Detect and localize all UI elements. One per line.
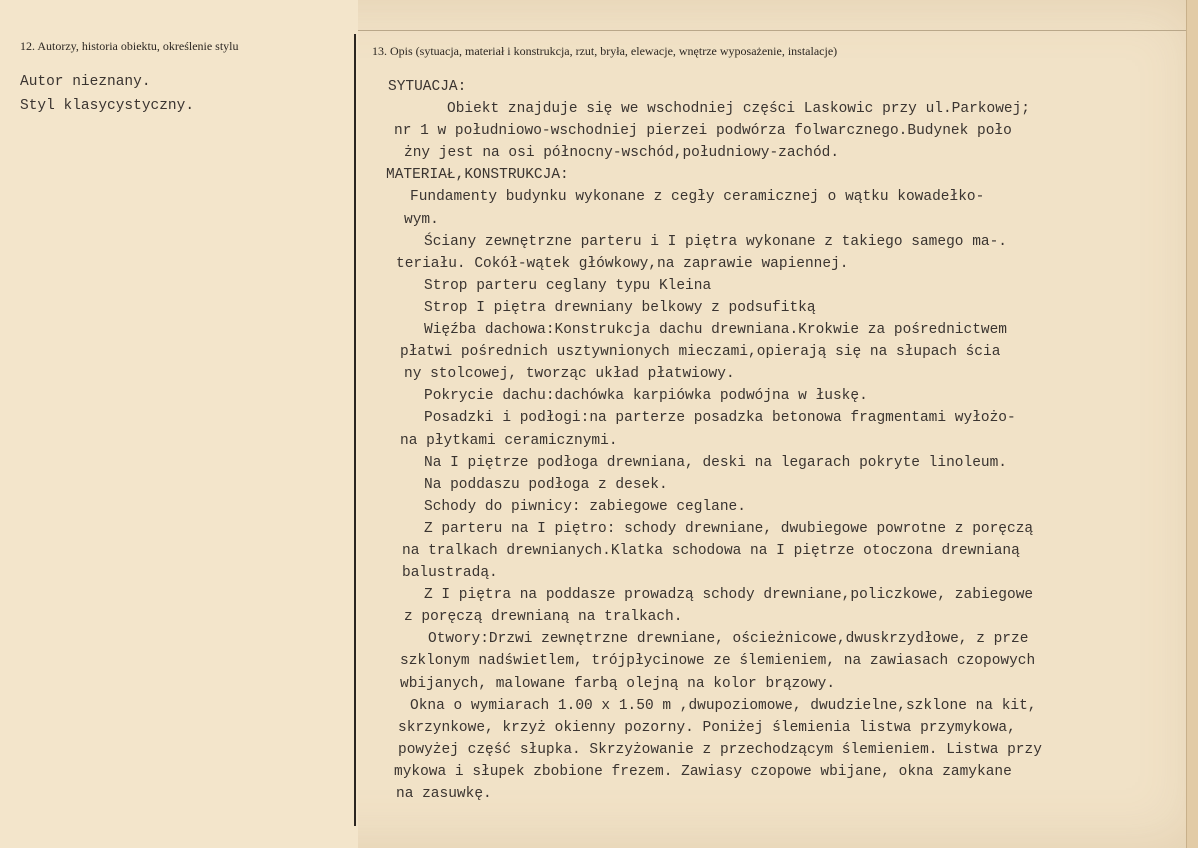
section-13-line: wym. bbox=[404, 211, 439, 228]
section-13-line: Otwory:Drzwi zewnętrzne drewniane, ościeżnicowe,dwuskrzydłowe, z prze bbox=[428, 631, 1029, 648]
section-13-line: Więźba dachowa:Konstrukcja dachu drewniana.Krokwie za pośrednictwem bbox=[424, 322, 1007, 339]
section-13-line: Z I piętra na poddasze prowadzą schody drewniane,policzkowe, zabiegowe bbox=[424, 587, 1034, 604]
section-13-line: skrzynkowe, krzyż okienny pozorny. Poniżej ślemienia listwa przymykowa, bbox=[398, 719, 1016, 736]
section-13-line: Na poddaszu podłoga z desek. bbox=[424, 476, 668, 493]
section-13-line: ny stolcowej, tworząc układ płatwiowy. bbox=[404, 366, 735, 383]
section-13-line: Obiekt znajduje się we wschodniej części Laskowic przy ul.Parkowej; bbox=[447, 101, 1030, 118]
section-12-heading: 12. Autorzy, historia obiektu, określenie stylu bbox=[20, 39, 239, 53]
section-13-heading: 13. Opis (sytuacja, materiał i konstrukcja, rzut, bryła, elewacje, wnętrze wyposażenie, instalacje) bbox=[372, 44, 838, 58]
section-13-line: Strop parteru ceglany typu Kleina bbox=[424, 277, 712, 294]
section-13-line: nr 1 w południowo-wschodniej pierzei podwórza folwarcznego.Budynek poło bbox=[394, 123, 1012, 140]
section-12-line-author: Autor nieznany. bbox=[20, 74, 151, 90]
section-13-line: szklonym nadświetlem, trójpłycinowe ze ślemieniem, na zawiasach czopowych bbox=[400, 653, 1036, 670]
section-13-line: na płytkami ceramicznymi. bbox=[400, 432, 618, 449]
section-13-line: Schody do piwnicy: zabiegowe ceglane. bbox=[424, 498, 746, 515]
section-13-line: Na I piętrze podłoga drewniana, deski na legarach pokryte linoleum. bbox=[424, 454, 1007, 471]
section-12-column bbox=[0, 0, 358, 848]
section-12-line-style: Styl klasycystyczny. bbox=[20, 98, 195, 114]
section-13-line: Pokrycie dachu:dachówka karpiówka podwójna w łuskę. bbox=[424, 388, 868, 405]
section-13-line: na zasuwkę. bbox=[396, 786, 492, 802]
column-divider bbox=[354, 34, 356, 826]
section-13-line: Z parteru na I piętro: schody drewniane, dwubiegowe powrotne z poręczą bbox=[424, 520, 1034, 537]
section-13-line: teriału. Cokół-wątek główkowy,na zaprawie wapiennej. bbox=[396, 255, 849, 272]
section-13-line: na tralkach drewnianych.Klatka schodowa na I piętrze otoczona drewnianą bbox=[402, 542, 1020, 559]
section-13-line: Ściany zewnętrzne parteru i I piętra wykonane z takiego samego ma-. bbox=[424, 233, 1007, 250]
section-13-line: balustradą. bbox=[402, 565, 498, 582]
section-13-line: z poręczą drewnianą na tralkach. bbox=[404, 609, 683, 626]
page-edge-strip bbox=[1186, 0, 1198, 848]
section-13-line: wbijanych, malowane farbą olejną na kolor brązowy. bbox=[400, 675, 836, 692]
section-13-line: Strop I piętra drewniany belkowy z podsufitką bbox=[424, 299, 816, 316]
section-13-body bbox=[380, 76, 1170, 805]
section-13-line: Posadzki i podłogi:na parterze posadzka betonowa fragmentami wyłożo- bbox=[424, 410, 1016, 427]
section-13-line: mykowa i słupek zbobione frezem. Zawiasy czopowe wbijane, okna zamykane bbox=[394, 763, 1012, 780]
section-12-body bbox=[20, 70, 194, 118]
section-13-line: Fundamenty budynku wykonane z cegły ceramicznej o wątku kowadełko- bbox=[410, 189, 985, 206]
section-13-line: płatwi pośrednich usztywnionych mieczami,opierają się na słupach ścia bbox=[400, 344, 1001, 361]
section-13-line: Okna o wymiarach 1.00 x 1.50 m ,dwupoziomowe, dwudzielne,szklone na kit, bbox=[410, 697, 1037, 714]
section-13-line: powyżej część słupka. Skrzyżowanie z przechodzącym ślemieniem. Listwa przy bbox=[398, 741, 1042, 758]
section-13-line: MATERIAŁ,KONSTRUKCJA: bbox=[386, 167, 569, 184]
section-13-line: żny jest na osi północny-wschód,południowy-zachód. bbox=[404, 145, 840, 162]
section-13-line: SYTUACJA: bbox=[388, 79, 467, 95]
